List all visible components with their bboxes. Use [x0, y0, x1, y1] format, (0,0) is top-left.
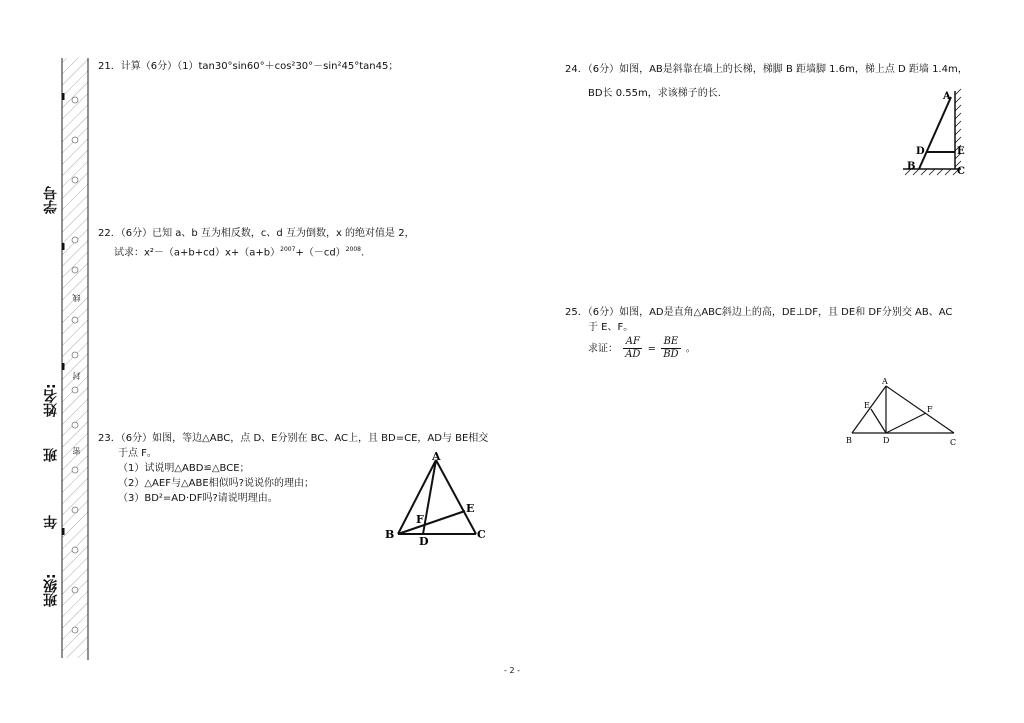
q22-exponent-2: 2008 [345, 246, 361, 253]
q23-label-e: E [466, 502, 475, 515]
q25-label-c: C [950, 438, 957, 447]
q22-middle: +（－cd） [295, 247, 346, 259]
question-25-line1: 25．（6分）如图，AD是直角△ABC斜边上的高，DE⊥DF，且 DE和 DF分别交 AB、AC [565, 307, 953, 318]
q25-label-f: F [927, 405, 933, 414]
q23-label-c: C [477, 528, 486, 541]
q23-label-d: D [419, 535, 429, 548]
equals-sign: = [647, 343, 657, 355]
frac2-numerator: BE [661, 336, 680, 349]
binding-hatch [0, 0, 100, 723]
grade-char-label: 年 [43, 515, 59, 529]
name-label: 姓名: [43, 383, 59, 417]
q25-label-d: D [883, 436, 890, 445]
q23-side-ac [436, 460, 476, 534]
q25-label-b: B [846, 436, 852, 445]
q25-right-triangle-figure [840, 372, 970, 454]
class-label: 班级: [43, 573, 59, 607]
q24-ladder-ab [919, 97, 951, 169]
prove-label: 求证： [588, 343, 618, 355]
question-23-line1: 23．（6分）如图，等边△ABC，点 D、E分别在 BC、AC上，且 BD=CE，AD与 BE相交 [98, 433, 489, 444]
q25-label-e: E [864, 401, 870, 410]
question-25-line2: 于 E、F。 [588, 322, 634, 333]
question-21: 21．计算（6分）（1）tan30°sin60°＋cos²30°－sin²45°tan45； [98, 61, 399, 72]
fraction-af-ad [623, 336, 642, 361]
frac2-denominator: BD [663, 349, 679, 360]
fraction-be-bd [661, 336, 680, 361]
q24-label-e: E [957, 146, 965, 157]
question-25-proof [588, 336, 696, 361]
q25-segment-df [886, 413, 926, 433]
frac1-numerator: AF [623, 336, 642, 349]
q23-label-f: F [416, 513, 424, 526]
q25-segment-de [871, 409, 886, 433]
question-23-part1: （1）试说明△ABD≌△BCE； [118, 463, 250, 474]
class-char-label: 班 [43, 448, 59, 462]
student-id-label: 学号 [43, 186, 59, 214]
q23-triangle-figure [378, 448, 498, 548]
q22-suffix: . [360, 247, 365, 259]
q23-label-a: A [432, 450, 441, 463]
q24-ladder-figure [895, 85, 975, 180]
question-23-part2: （2）△AEF与△ABE相似吗?说说你的理由； [118, 478, 314, 489]
question-23-line2: 于点 F。 [118, 448, 157, 459]
q24-label-d: D [916, 146, 925, 157]
q25-label-a: A [882, 377, 888, 386]
proof-end: 。 [685, 343, 696, 355]
question-22-line2 [114, 242, 364, 260]
q25-side-ac [886, 386, 954, 433]
question-24-line1: 24．（6分）如图，AB是斜靠在墙上的长梯，梯脚 B 距墙脚 1.6m，梯上点 D 距墙 1.4m， [565, 64, 968, 75]
binding-line-char: 线 [72, 294, 81, 302]
q23-label-b: B [385, 528, 395, 541]
q24-label-a: A [943, 91, 951, 102]
binding-seal-char: 封 [72, 372, 81, 380]
binding-secret-char: 密 [72, 447, 81, 455]
question-24-line2: BD长 0.55m，求该梯子的长. [588, 88, 721, 99]
page-number: - 2 - [504, 666, 520, 675]
question-22-line1: 22．（6分）已知 a、b 互为相反数，c、d 互为倒数，x 的绝对值是 2， [98, 228, 415, 239]
question-23-part3: （3）BD²=AD·DF吗?请说明理由。 [118, 493, 278, 504]
frac1-denominator: AD [625, 349, 641, 360]
q24-label-c: C [957, 166, 965, 177]
q24-label-b: B [907, 161, 916, 172]
q22-exponent-1: 2007 [280, 246, 296, 253]
q22-expression: 试求：x²－（a+b+cd）x+（a+b） [114, 247, 281, 259]
